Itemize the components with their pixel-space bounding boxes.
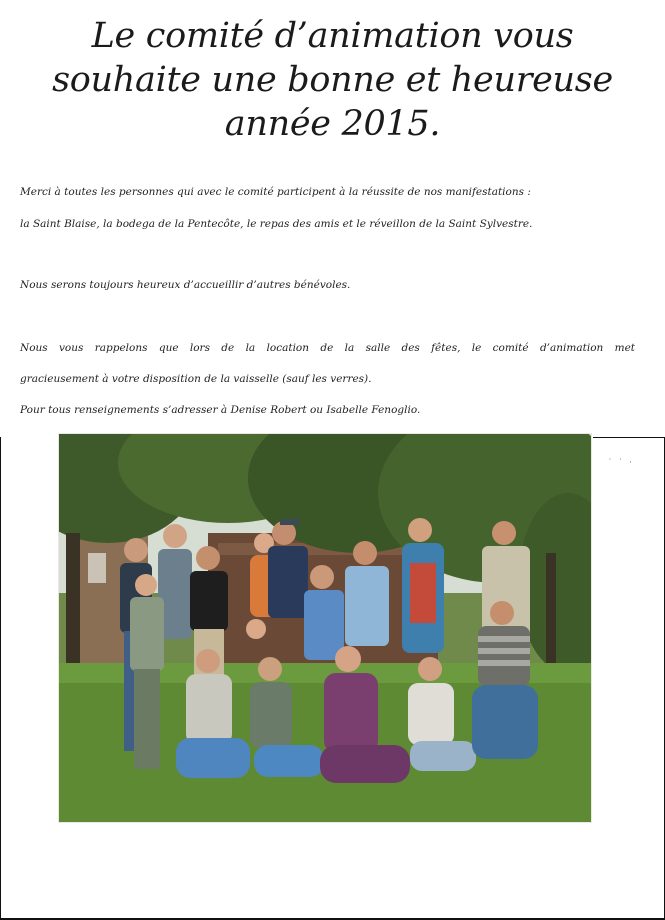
paragraph-3-line-1: Nous vous rappelons que lors de la location de la salle des fêtes, le comité d’animation met xyxy=(20,342,635,354)
paragraph-1-line-2: la Saint Blaise, la bodega de la Pentecôte, le repas des amis et le réveillon de la Saint Sylvestre. xyxy=(20,218,533,230)
title-line-2: souhaite une bonne et heureuse xyxy=(52,60,613,100)
paragraph-3-line-2: gracieusement à votre disposition de la vaisselle (sauf les verres). xyxy=(20,373,372,385)
title-line-1: Le comité d’animation vous xyxy=(91,16,574,56)
page-title xyxy=(0,14,665,146)
title-line-3: année 2015. xyxy=(224,104,441,144)
group-photo-illustration xyxy=(58,433,592,823)
paragraph-2-line-1: Nous serons toujours heureux d’accueillir d’autres bénévoles. xyxy=(20,279,351,291)
scan-specks: ˙ ˙ · xyxy=(608,458,634,467)
frame-top-edge xyxy=(593,437,665,438)
paragraph-3-line-3: Pour tous renseignements s’adresser à Denise Robert ou Isabelle Fenoglio. xyxy=(20,404,421,416)
paragraph-1-line-1: Merci à toutes les personnes qui avec le comité participent à la réussite de nos manifestations : xyxy=(20,186,531,198)
group-photo xyxy=(58,433,592,823)
